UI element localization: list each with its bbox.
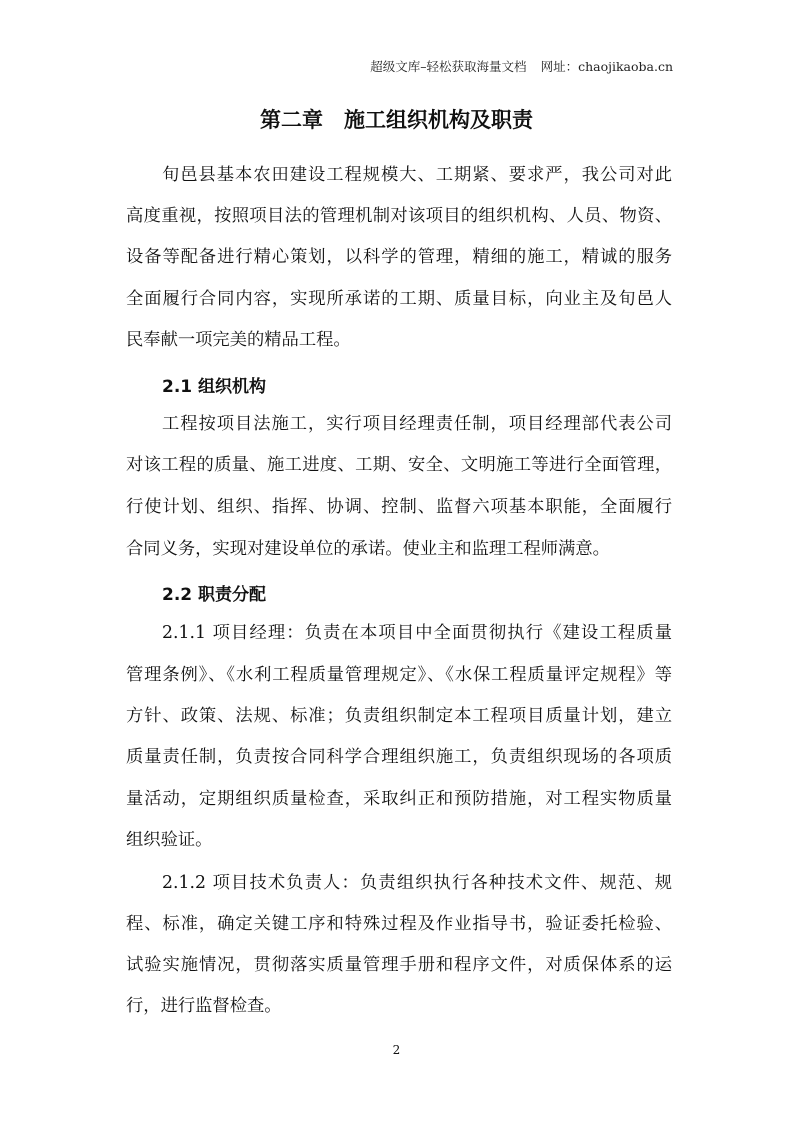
paragraph-line: 全面履行合同内容，实现所承诺的工期、质量目标，向业主及旬邑人 [126, 289, 672, 309]
paragraph-line: 工程按项目法施工，实行项目经理责任制，项目经理部代表公司 [162, 414, 672, 434]
section-heading: 2.2 职责分配 [162, 585, 267, 605]
paragraph-line: 高度重视，按照项目法的管理机制对该项目的组织机构、人员、物资、 [126, 206, 672, 226]
paragraph-line: 质量责任制，负责按合同科学合理组织施工，负责组织现场的各项质 [126, 747, 672, 767]
paragraph-line: 旬邑县基本农田建设工程规模大、工期紧、要求严，我公司对此 [162, 165, 672, 185]
paragraph-line: 方针、政策、法规、标准；负责组织制定本工程项目质量计划，建立 [126, 706, 672, 726]
paragraph-line: 试验实施情况，贯彻落实质量管理手册和程序文件，对质保体系的运 [126, 955, 672, 975]
paragraph-line: 2.1.2 项目技术负责人：负责组织执行各种技术文件、规范、规 [162, 873, 672, 893]
paragraph-line: 民奉献一项完美的精品工程。 [126, 330, 351, 350]
page-number: 2 [392, 1043, 401, 1057]
section-heading: 2.1 组织机构 [162, 377, 267, 397]
page-header [370, 57, 673, 75]
paragraph-line: 行，进行监督检查。 [126, 996, 282, 1016]
paragraph-line: 合同义务，实现对建设单位的承诺。使业主和监理工程师满意。 [126, 539, 610, 559]
paragraph-line: 2.1.1 项目经理：负责在本项目中全面贯彻执行《建设工程质量 [162, 623, 672, 643]
paragraph-line: 量活动，定期组织质量检查，采取纠正和预防措施，对工程实物质量 [126, 789, 672, 809]
paragraph-line: 组织验证。 [126, 830, 213, 850]
chapter-title: 第二章 施工组织机构及职责 [260, 108, 533, 132]
paragraph-line: 管理条例》、《水利工程质量管理规定》、《水保工程质量评定规程》等 [126, 665, 672, 685]
paragraph-line: 对该工程的质量、施工进度、工期、安全、文明施工等进行全面管理， [126, 455, 672, 475]
header-site: 超级文库–轻松获取海量文档 [370, 59, 527, 74]
paragraph-line: 行使计划、组织、指挥、协调、控制、监督六项基本职能，全面履行 [126, 497, 672, 517]
header-url: 网址：chaojikaoba.cn [540, 59, 673, 74]
paragraph-line: 程、标准，确定关键工序和特殊过程及作业指导书，验证委托检验、 [126, 914, 672, 934]
paragraph-line: 设备等配备进行精心策划，以科学的管理，精细的施工，精诚的服务 [126, 247, 672, 267]
